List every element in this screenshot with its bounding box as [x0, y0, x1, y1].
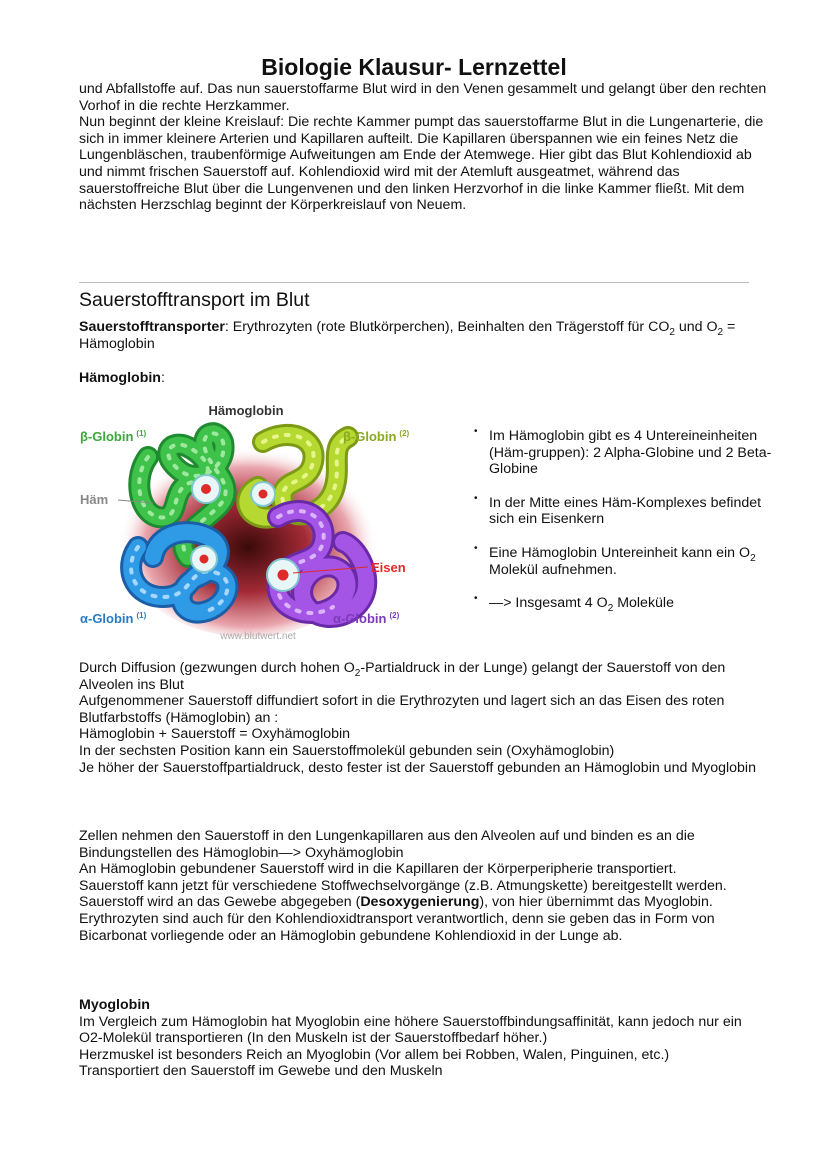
transporter-paragraph	[79, 319, 769, 352]
paragraph-line: In der sechsten Position kann ein Sauerstoffmolekül gebunden sein (Oxyhämoglobin)	[79, 742, 615, 759]
subscript: 2	[607, 602, 614, 614]
section-divider	[79, 282, 749, 283]
paragraph-line: Im Vergleich zum Hämoglobin hat Myoglobin eine höhere Sauerstoffbindungsaffinität, kann jedoch nur ein O2-Molekül transportieren (In den Muskeln ist der Sauerstoffbedarf höher.)	[79, 1013, 742, 1047]
transporter-text: : Erythrozyten (rote Blutkörperchen), Beinhalten den Trägerstoff für CO	[224, 319, 670, 335]
paragraph-line: Transportiert den Sauerstoff im Gewebe und den Muskeln	[79, 1063, 443, 1080]
paragraph-line: Sauerstoff kann jetzt für verschiedene Stoffwechselvorgänge (z.B. Atmungskette) bereitgestellt werden.	[79, 877, 727, 894]
text-run: ), von hier übernimmt das Myoglobin.	[479, 894, 713, 911]
text-run: Sauerstoff wird an das Gewebe abgegeben (	[79, 894, 361, 911]
haemoglobin-figure	[78, 397, 418, 642]
list-item	[474, 595, 774, 612]
bullet-text: In der Mitte eines Häm-Komplexes befindet sich ein Eisenkern	[489, 494, 762, 528]
myoglobin-heading: Myoglobin	[79, 997, 150, 1013]
intro-paragraph: Nun beginnt der kleine Kreislauf: Die rechte Kammer pumpt das sauerstoffarme Blut in die Lungenarterie, die sich in immer kleinere Arterien und Kapillaren aufteilt. Die Kapillaren überspannen wie ein feines Netz die Lungenbläschen, traubenförmige Aufweitungen am Ende der Atemwege. Hier gibt das Blut Kohlendioxid ab und nimmt frischen Sauerstoff auf. Kohlendioxid wird mit der Atemluft ausgeatmet, während das sauerstoffreiche Blut über die Lungenvenen und den linken Herzvorhof in die linke Kammer fließt. Mit dem nächsten Herzschlag beginnt der Körperkreislauf von Neuem.	[79, 114, 764, 214]
label-beta-globin-1-text: β-Globin	[80, 429, 134, 444]
paragraph-line: Je höher der Sauerstoffpartialdruck, desto fester ist der Sauerstoff gebunden an Hämoglobin und Myoglobin	[79, 759, 756, 776]
label-superscript: (1)	[136, 611, 147, 620]
label-eisen: Eisen	[371, 560, 406, 575]
bullet-text: Eine Hämoglobin Untereinheit kann ein O	[489, 544, 751, 561]
bullet-text: Im Hämoglobin gibt es 4 Untereineinheiten (Häm-gruppen): 2 Alpha-Globine und 2 Beta-Globine	[489, 428, 772, 478]
label-beta-globin-2-text: β-Globin	[343, 429, 397, 444]
bullet-text: Molekül aufnehmen.	[489, 561, 617, 578]
paragraph-line	[79, 660, 769, 693]
paragraph-line	[79, 894, 769, 911]
paragraph-line: Zellen nehmen den Sauerstoff in den Lungenkapillaren aus den Alveolen auf und binden es an die Bindungstellen des Hämoglobin—> Oxyhämoglobin	[79, 828, 695, 861]
paragraph-line: Aufgenommener Sauerstoff diffundiert sofort in die Erythrozyten und lagert sich an das Eisen des roten Blutfarbstoffs (Hämoglobin) an :	[79, 693, 725, 726]
section-heading: Sauerstofftransport im Blut	[79, 289, 310, 311]
figure-title: Hämoglobin	[208, 403, 284, 418]
label-beta-globin-1	[80, 429, 147, 444]
label-haem: Häm	[80, 492, 109, 507]
figure-watermark: www.blutwert.net	[220, 631, 296, 642]
heading-colon: :	[160, 370, 165, 386]
label-beta-globin-2	[343, 429, 410, 444]
myoglobin-section	[79, 997, 769, 1080]
page-title: Biologie Klausur- Lernzettel	[261, 54, 567, 80]
subscript: 2	[354, 667, 361, 679]
label-superscript: (2)	[399, 429, 410, 438]
intro-text	[79, 81, 769, 214]
bold-term: Desoxygenierung	[360, 894, 480, 911]
label-alpha-globin-2-text: α-Globin	[333, 611, 387, 626]
paragraph-line: Herzmuskel ist besonders Reich an Myoglobin (Vor allem bei Robben, Walen, Pinguinen, etc.)	[79, 1046, 670, 1063]
list-item	[474, 495, 774, 528]
label-alpha-globin-2	[333, 611, 400, 626]
subscript: 2	[717, 326, 724, 338]
bullet-text: —> Insgesamt 4 O	[489, 595, 608, 612]
subscript: 2	[669, 326, 675, 338]
text-run: -Partialdruck in der Lunge) gelangt der Sauerstoff von den Alveolen ins Blut	[79, 660, 726, 693]
haemoglobin-bullet-list	[474, 428, 774, 629]
paragraph-line: Hämoglobin + Sauerstoff = Oxyhämoglobin	[79, 726, 351, 743]
label-superscript: (2)	[389, 611, 400, 620]
diffusion-paragraph	[79, 660, 769, 776]
text-run: Durch Diffusion (gezwungen durch hohen O	[79, 660, 355, 676]
haemoglobin-heading-text: Hämoglobin	[79, 370, 161, 386]
haem-group-3	[191, 546, 217, 572]
list-item	[474, 545, 774, 578]
transporter-label: Sauerstofftransporter	[79, 319, 225, 335]
haem-group-4	[267, 559, 299, 591]
list-item	[474, 428, 774, 478]
label-alpha-globin-1-text: α-Globin	[80, 611, 134, 626]
bullet-text: Moleküle	[613, 595, 674, 612]
paragraph-line: Erythrozyten sind auch für den Kohlendioxidtransport verantwortlich, denn sie geben das in Form von Bicarbonat vorliegende oder an Hämoglobin gebundene Kohlendioxid in der Lunge ab.	[79, 910, 715, 944]
subscript: 2	[750, 552, 756, 564]
transporter-text: und O	[674, 319, 718, 335]
haemoglobin-heading	[79, 370, 769, 387]
paragraph-line: An Hämoglobin gebundener Sauerstoff wird in die Kapillaren der Körperperipherie transportiert.	[79, 861, 677, 878]
haem-group-1	[192, 475, 220, 503]
label-superscript: (1)	[136, 429, 147, 438]
transport-paragraph	[79, 828, 769, 944]
intro-paragraph: und Abfallstoffe auf. Das nun sauerstoffarme Blut wird in den Venen gesammelt und gelangt über den rechten Vorhof in die rechte Herzkammer.	[79, 81, 767, 114]
label-alpha-globin-1	[80, 611, 147, 626]
haem-group-2	[251, 482, 275, 506]
transporter-text: = Hämoglobin	[79, 319, 736, 352]
